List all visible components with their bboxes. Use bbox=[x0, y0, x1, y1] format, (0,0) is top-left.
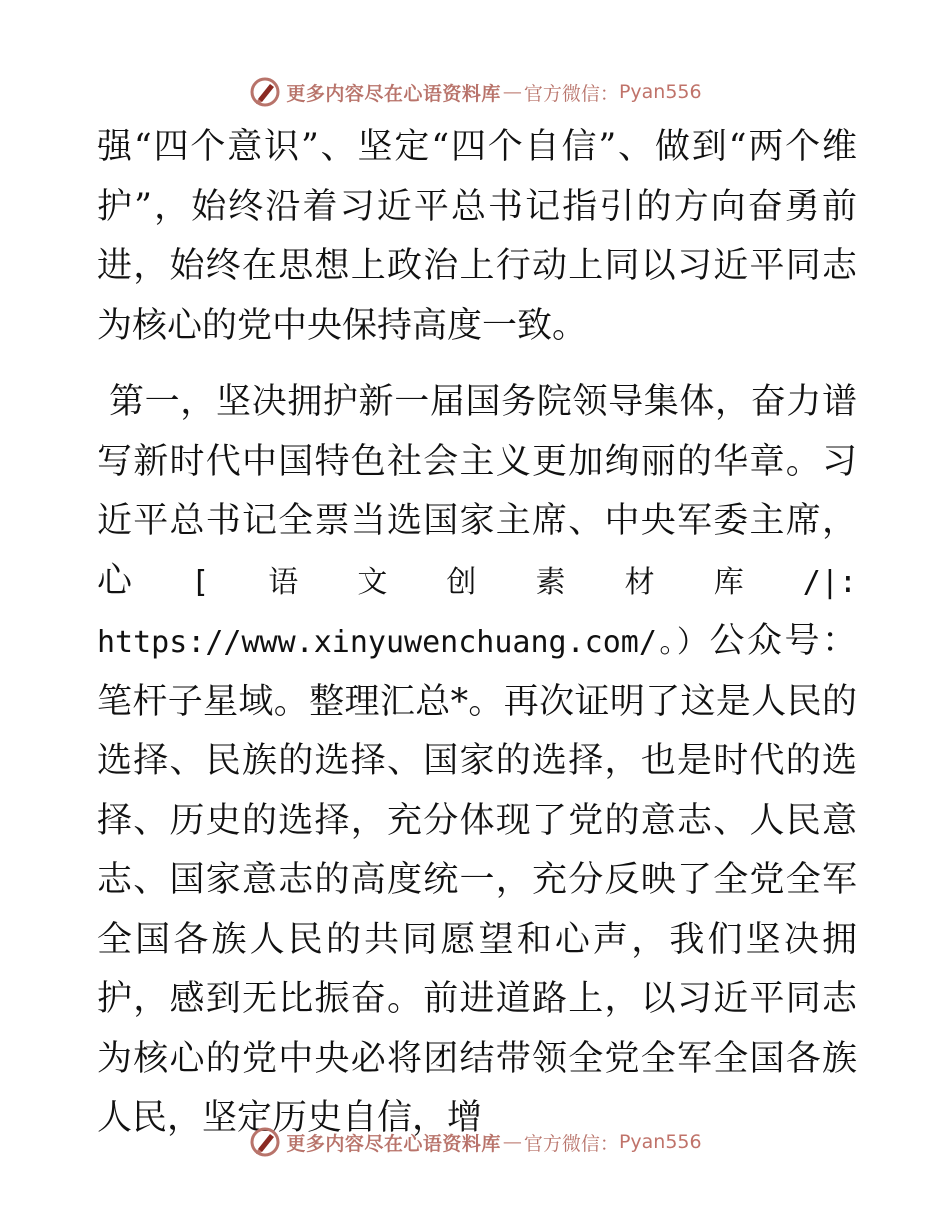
paragraph-2 bbox=[97, 373, 857, 1149]
footer-site-label: 更多内容尽在心语资料库 bbox=[286, 1132, 501, 1155]
header-separator: — bbox=[502, 81, 522, 103]
header-watermark bbox=[0, 72, 950, 112]
footer-contact-label: 官方微信： bbox=[523, 1132, 619, 1155]
footer-contact-handle: Pyan556 bbox=[618, 1131, 702, 1153]
header-contact-label: 官方微信： bbox=[523, 82, 619, 105]
pen-circle-logo-icon bbox=[248, 75, 282, 109]
source-url-text: [语文创素材库/|: https://www.xinyuwenchuang.com/。） bbox=[97, 564, 857, 660]
paragraph-1: 强“四个意识”、坚定“四个自信”、做到“两个维护”，始终沿着习近平总书记指引的方向奋勇前进，始终在思想上政治上行动上同以习近平同志为核心的党中央保持高度一致。 bbox=[97, 127, 857, 346]
header-contact-handle: Pyan556 bbox=[618, 81, 702, 103]
footer-separator: — bbox=[502, 1131, 522, 1153]
footer-watermark bbox=[0, 1122, 950, 1162]
document-body bbox=[97, 118, 857, 1149]
header-site-label: 更多内容尽在心语资料库 bbox=[286, 82, 501, 105]
paragraph-2-part-c: 公众号：笔杆子星域。整理汇总*。再次证明了这是人民的选择、民族的选择、国家的选择，也是时代的选择、历史的选择，充分体现了党的意志、人民意志、国家意志的高度统一，充分反映了全党全军全国各族人民的共同愿望和心声，我们坚决拥护，感到无比振奋。前进道路上，以习近平同志为核心的党中央必将团结带领全党全军全国各族人民，坚定历史自信，增 bbox=[97, 621, 857, 1138]
paragraph-2-part-a: 第一，坚决拥护新一届国务院领导集体，奋力谱写新时代中国特色社会主义更加绚丽的华章。习近平总书记全票当选国家主席、中央军委主席，心 bbox=[97, 382, 857, 601]
pen-circle-logo-icon bbox=[248, 1125, 282, 1159]
